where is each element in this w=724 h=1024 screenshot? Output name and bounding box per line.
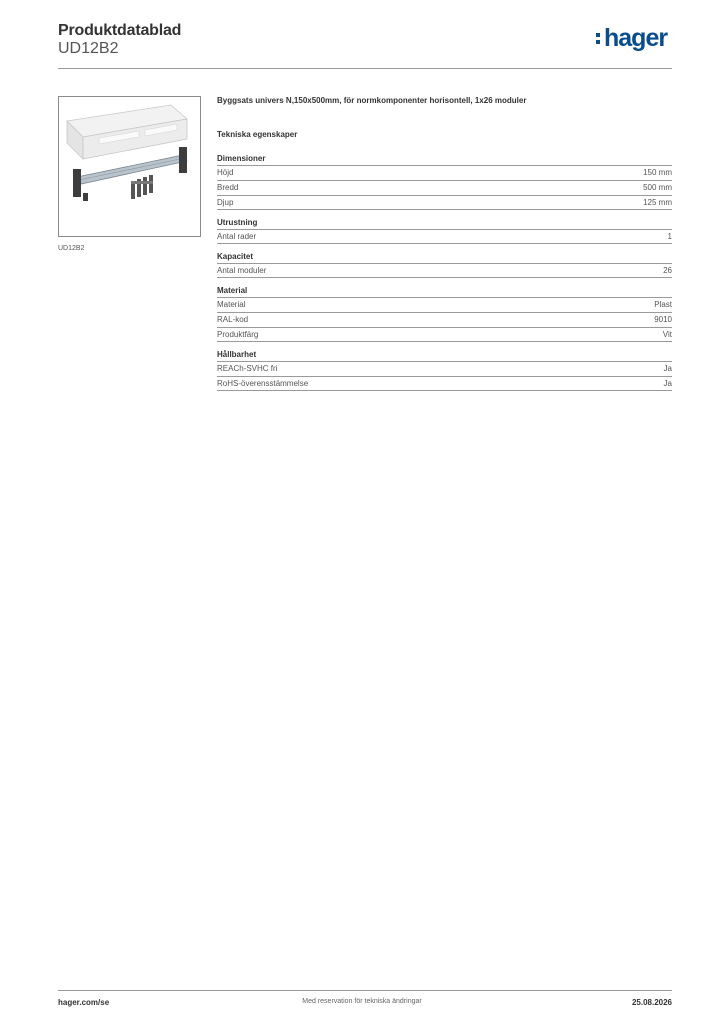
group-title: Dimensioner: [217, 154, 266, 163]
spec-row: [217, 165, 672, 180]
group-title: Material: [217, 286, 248, 295]
spec-value: Ja: [663, 379, 672, 388]
spec-row: [217, 263, 672, 278]
footer-date: 25.08.2026: [631, 998, 672, 1007]
product-code: UD12B2: [58, 40, 119, 57]
spec-group-utrustning: [217, 218, 672, 244]
product-description: Byggsats univers N,150x500mm, för normkomponenter horisontell, 1x26 moduler: [217, 96, 527, 105]
spec-row: [217, 229, 672, 244]
spec-label: Produktfärg: [217, 330, 259, 339]
spec-value: Vit: [662, 330, 672, 339]
product-illustration-icon: [59, 97, 200, 236]
image-caption: UD12B2: [58, 245, 85, 252]
spec-label: Material: [217, 300, 246, 309]
spec-row: [217, 180, 672, 195]
spec-row: [217, 327, 672, 342]
product-image: [58, 96, 201, 237]
spec-label: REACh-SVHC fri: [217, 364, 278, 373]
spec-value: 26: [663, 266, 672, 275]
spec-value: Plast: [654, 300, 672, 309]
logo-text: hager: [604, 24, 668, 52]
footer-website-link[interactable]: hager.com/se: [58, 998, 110, 1007]
spec-label: RoHS-överensstämmelse: [217, 379, 309, 388]
spec-label: Höjd: [217, 168, 234, 177]
hager-logo: [596, 26, 667, 51]
spec-row: [217, 195, 672, 210]
spec-group-dimensioner: [217, 154, 672, 210]
spec-row: [217, 297, 672, 312]
spec-value: 9010: [654, 315, 672, 324]
spec-label: Antal moduler: [217, 266, 267, 275]
spec-row: [217, 361, 672, 376]
spec-row: [217, 312, 672, 327]
spec-label: Bredd: [217, 183, 239, 192]
spec-label: RAL-kod: [217, 315, 249, 324]
spec-group-material: [217, 286, 672, 342]
page-title: Produktdatablad: [58, 22, 182, 39]
spec-content: [217, 96, 672, 399]
logo-dots-icon: [596, 26, 602, 47]
footer-disclaimer: Med reservation för tekniska ändringar: [302, 998, 422, 1005]
group-title: Utrustning: [217, 218, 258, 227]
spec-group-hallbarhet: [217, 350, 672, 391]
spec-label: Antal rader: [217, 232, 257, 241]
header-divider: [58, 68, 672, 69]
group-title: Hållbarhet: [217, 350, 257, 359]
spec-value: Ja: [663, 364, 672, 373]
spec-value: 150 mm: [643, 168, 672, 177]
spec-group-kapacitet: [217, 252, 672, 278]
spec-value: 500 mm: [643, 183, 672, 192]
footer-divider: [58, 990, 672, 991]
section-heading: Tekniska egenskaper: [217, 130, 298, 139]
spec-value: 125 mm: [643, 198, 672, 207]
spec-label: Djup: [217, 198, 234, 207]
spec-value: 1: [667, 232, 672, 241]
spec-row: [217, 376, 672, 391]
group-title: Kapacitet: [217, 252, 254, 261]
